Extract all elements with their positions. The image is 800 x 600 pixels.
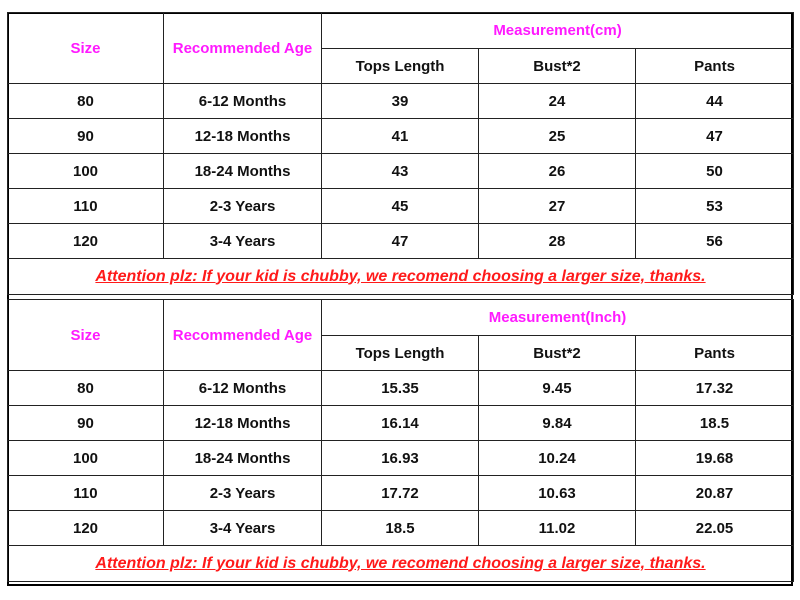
bust-cell: 9.84 — [479, 406, 636, 441]
measurement-header: Measurement(cm) — [322, 13, 794, 49]
pants-cell: 22.05 — [636, 511, 794, 546]
tops-cell: 15.35 — [322, 371, 479, 406]
bust-cell: 27 — [479, 189, 636, 224]
table-row — [8, 371, 794, 406]
age-cell: 18-24 Months — [164, 154, 322, 189]
header-row-top — [8, 13, 794, 49]
pants-cell: 18.5 — [636, 406, 794, 441]
tops-cell: 41 — [322, 119, 479, 154]
bust-header: Bust*2 — [479, 49, 636, 84]
age-cell: 6-12 Months — [164, 84, 322, 119]
size-cell: 90 — [8, 119, 164, 154]
attention-note-row — [8, 259, 794, 295]
age-cell: 2-3 Years — [164, 476, 322, 511]
age-header: Recommended Age — [164, 13, 322, 84]
size-cell: 120 — [8, 224, 164, 259]
bust-cell: 9.45 — [479, 371, 636, 406]
bust-cell: 10.24 — [479, 441, 636, 476]
pants-cell: 47 — [636, 119, 794, 154]
attention-note: Attention plz: If your kid is chubby, we recomend choosing a larger size, thanks. — [8, 259, 794, 295]
age-cell: 12-18 Months — [164, 119, 322, 154]
size-cell: 120 — [8, 511, 164, 546]
size-cell: 90 — [8, 406, 164, 441]
age-cell: 6-12 Months — [164, 371, 322, 406]
pants-cell: 53 — [636, 189, 794, 224]
age-cell: 2-3 Years — [164, 189, 322, 224]
pants-cell: 44 — [636, 84, 794, 119]
tops-cell: 17.72 — [322, 476, 479, 511]
table-row — [8, 189, 794, 224]
size-cell: 110 — [8, 476, 164, 511]
tops-length-header: Tops Length — [322, 49, 479, 84]
tops-cell: 47 — [322, 224, 479, 259]
tops-cell: 18.5 — [322, 511, 479, 546]
size-table-inch — [7, 299, 794, 582]
age-cell: 18-24 Months — [164, 441, 322, 476]
tops-cell: 16.93 — [322, 441, 479, 476]
size-cell: 110 — [8, 189, 164, 224]
size-cell: 80 — [8, 84, 164, 119]
bust-cell: 26 — [479, 154, 636, 189]
age-cell: 12-18 Months — [164, 406, 322, 441]
measurement-header: Measurement(Inch) — [322, 300, 794, 336]
age-cell: 3-4 Years — [164, 224, 322, 259]
bust-cell: 28 — [479, 224, 636, 259]
pants-cell: 17.32 — [636, 371, 794, 406]
size-table-cm — [7, 12, 794, 295]
pants-cell: 56 — [636, 224, 794, 259]
tops-length-header: Tops Length — [322, 336, 479, 371]
size-cell: 100 — [8, 154, 164, 189]
bust-cell: 10.63 — [479, 476, 636, 511]
table-row — [8, 154, 794, 189]
attention-note: Attention plz: If your kid is chubby, we recomend choosing a larger size, thanks. — [8, 546, 794, 582]
table-row — [8, 511, 794, 546]
bust-cell: 11.02 — [479, 511, 636, 546]
size-header: Size — [8, 13, 164, 84]
table-row — [8, 224, 794, 259]
age-cell: 3-4 Years — [164, 511, 322, 546]
header-row-top — [8, 300, 794, 336]
size-cell: 80 — [8, 371, 164, 406]
table-row — [8, 119, 794, 154]
pants-header: Pants — [636, 336, 794, 371]
age-header: Recommended Age — [164, 300, 322, 371]
size-cell: 100 — [8, 441, 164, 476]
tops-cell: 39 — [322, 84, 479, 119]
pants-cell: 50 — [636, 154, 794, 189]
pants-cell: 19.68 — [636, 441, 794, 476]
bust-cell: 24 — [479, 84, 636, 119]
pants-cell: 20.87 — [636, 476, 794, 511]
size-header: Size — [8, 300, 164, 371]
tops-cell: 43 — [322, 154, 479, 189]
table-row — [8, 84, 794, 119]
pants-header: Pants — [636, 49, 794, 84]
table-row — [8, 441, 794, 476]
table-row — [8, 476, 794, 511]
attention-note-row — [8, 546, 794, 582]
tops-cell: 45 — [322, 189, 479, 224]
table-row — [8, 406, 794, 441]
bust-cell: 25 — [479, 119, 636, 154]
bust-header: Bust*2 — [479, 336, 636, 371]
tops-cell: 16.14 — [322, 406, 479, 441]
